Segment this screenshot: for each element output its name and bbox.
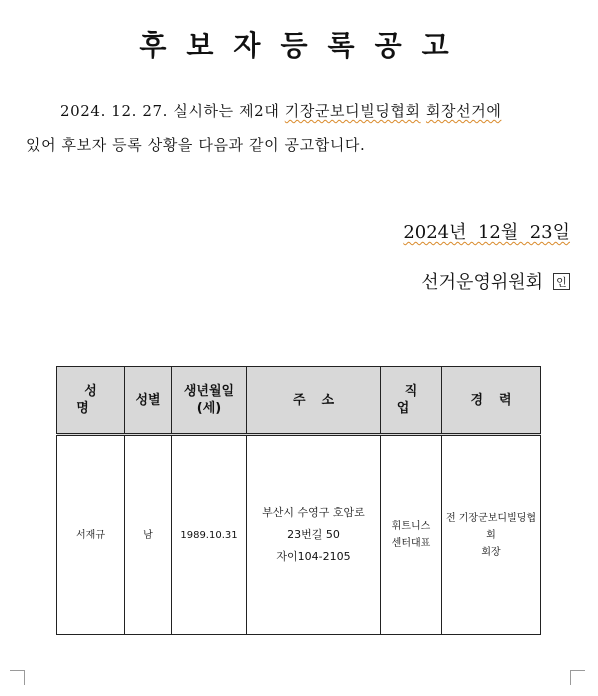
header-name: 성명: [57, 367, 125, 435]
seal-mark: 인: [553, 273, 570, 290]
association-name: 기장군보디빌딩협회: [284, 102, 421, 120]
header-address: 주소: [247, 367, 381, 435]
cell-name: 서재규: [57, 435, 125, 635]
notice-paragraph: [26, 94, 578, 162]
issuer-line: [421, 268, 570, 294]
cell-address: 부산시 수영구 호암로 23번길 50 자이104-2105: [247, 435, 381, 635]
paragraph-text-start: 2024. 12. 27. 실시하는 제2대: [60, 102, 285, 120]
cell-career: 전 기장군보디빌딩협회 회장: [442, 435, 541, 635]
paragraph-text-line2: 있어 후보자 등록 상황을 다음과 같이 공고합니다.: [26, 136, 366, 154]
page-corner-mark-left: [10, 670, 25, 685]
header-career: 경력: [442, 367, 541, 435]
cell-birth: 1989.10.31: [172, 435, 247, 635]
issuer-name: 선거운영위원회: [421, 272, 543, 293]
page-corner-mark-right: [570, 670, 585, 685]
notice-date: 2024년 12월 23일: [403, 222, 570, 243]
header-job: 직업: [381, 367, 442, 435]
cell-gender: 남: [125, 435, 172, 635]
header-gender: 성별: [125, 367, 172, 435]
candidate-table: [56, 366, 541, 635]
header-birth: 생년월일 (세): [172, 367, 247, 435]
cell-job: 휘트니스 센터대표: [381, 435, 442, 635]
table-header-row: [57, 367, 541, 435]
notice-title: 후보자등록공고: [139, 29, 469, 62]
table-row: [57, 435, 541, 635]
election-name: 회장선거에: [425, 102, 502, 120]
